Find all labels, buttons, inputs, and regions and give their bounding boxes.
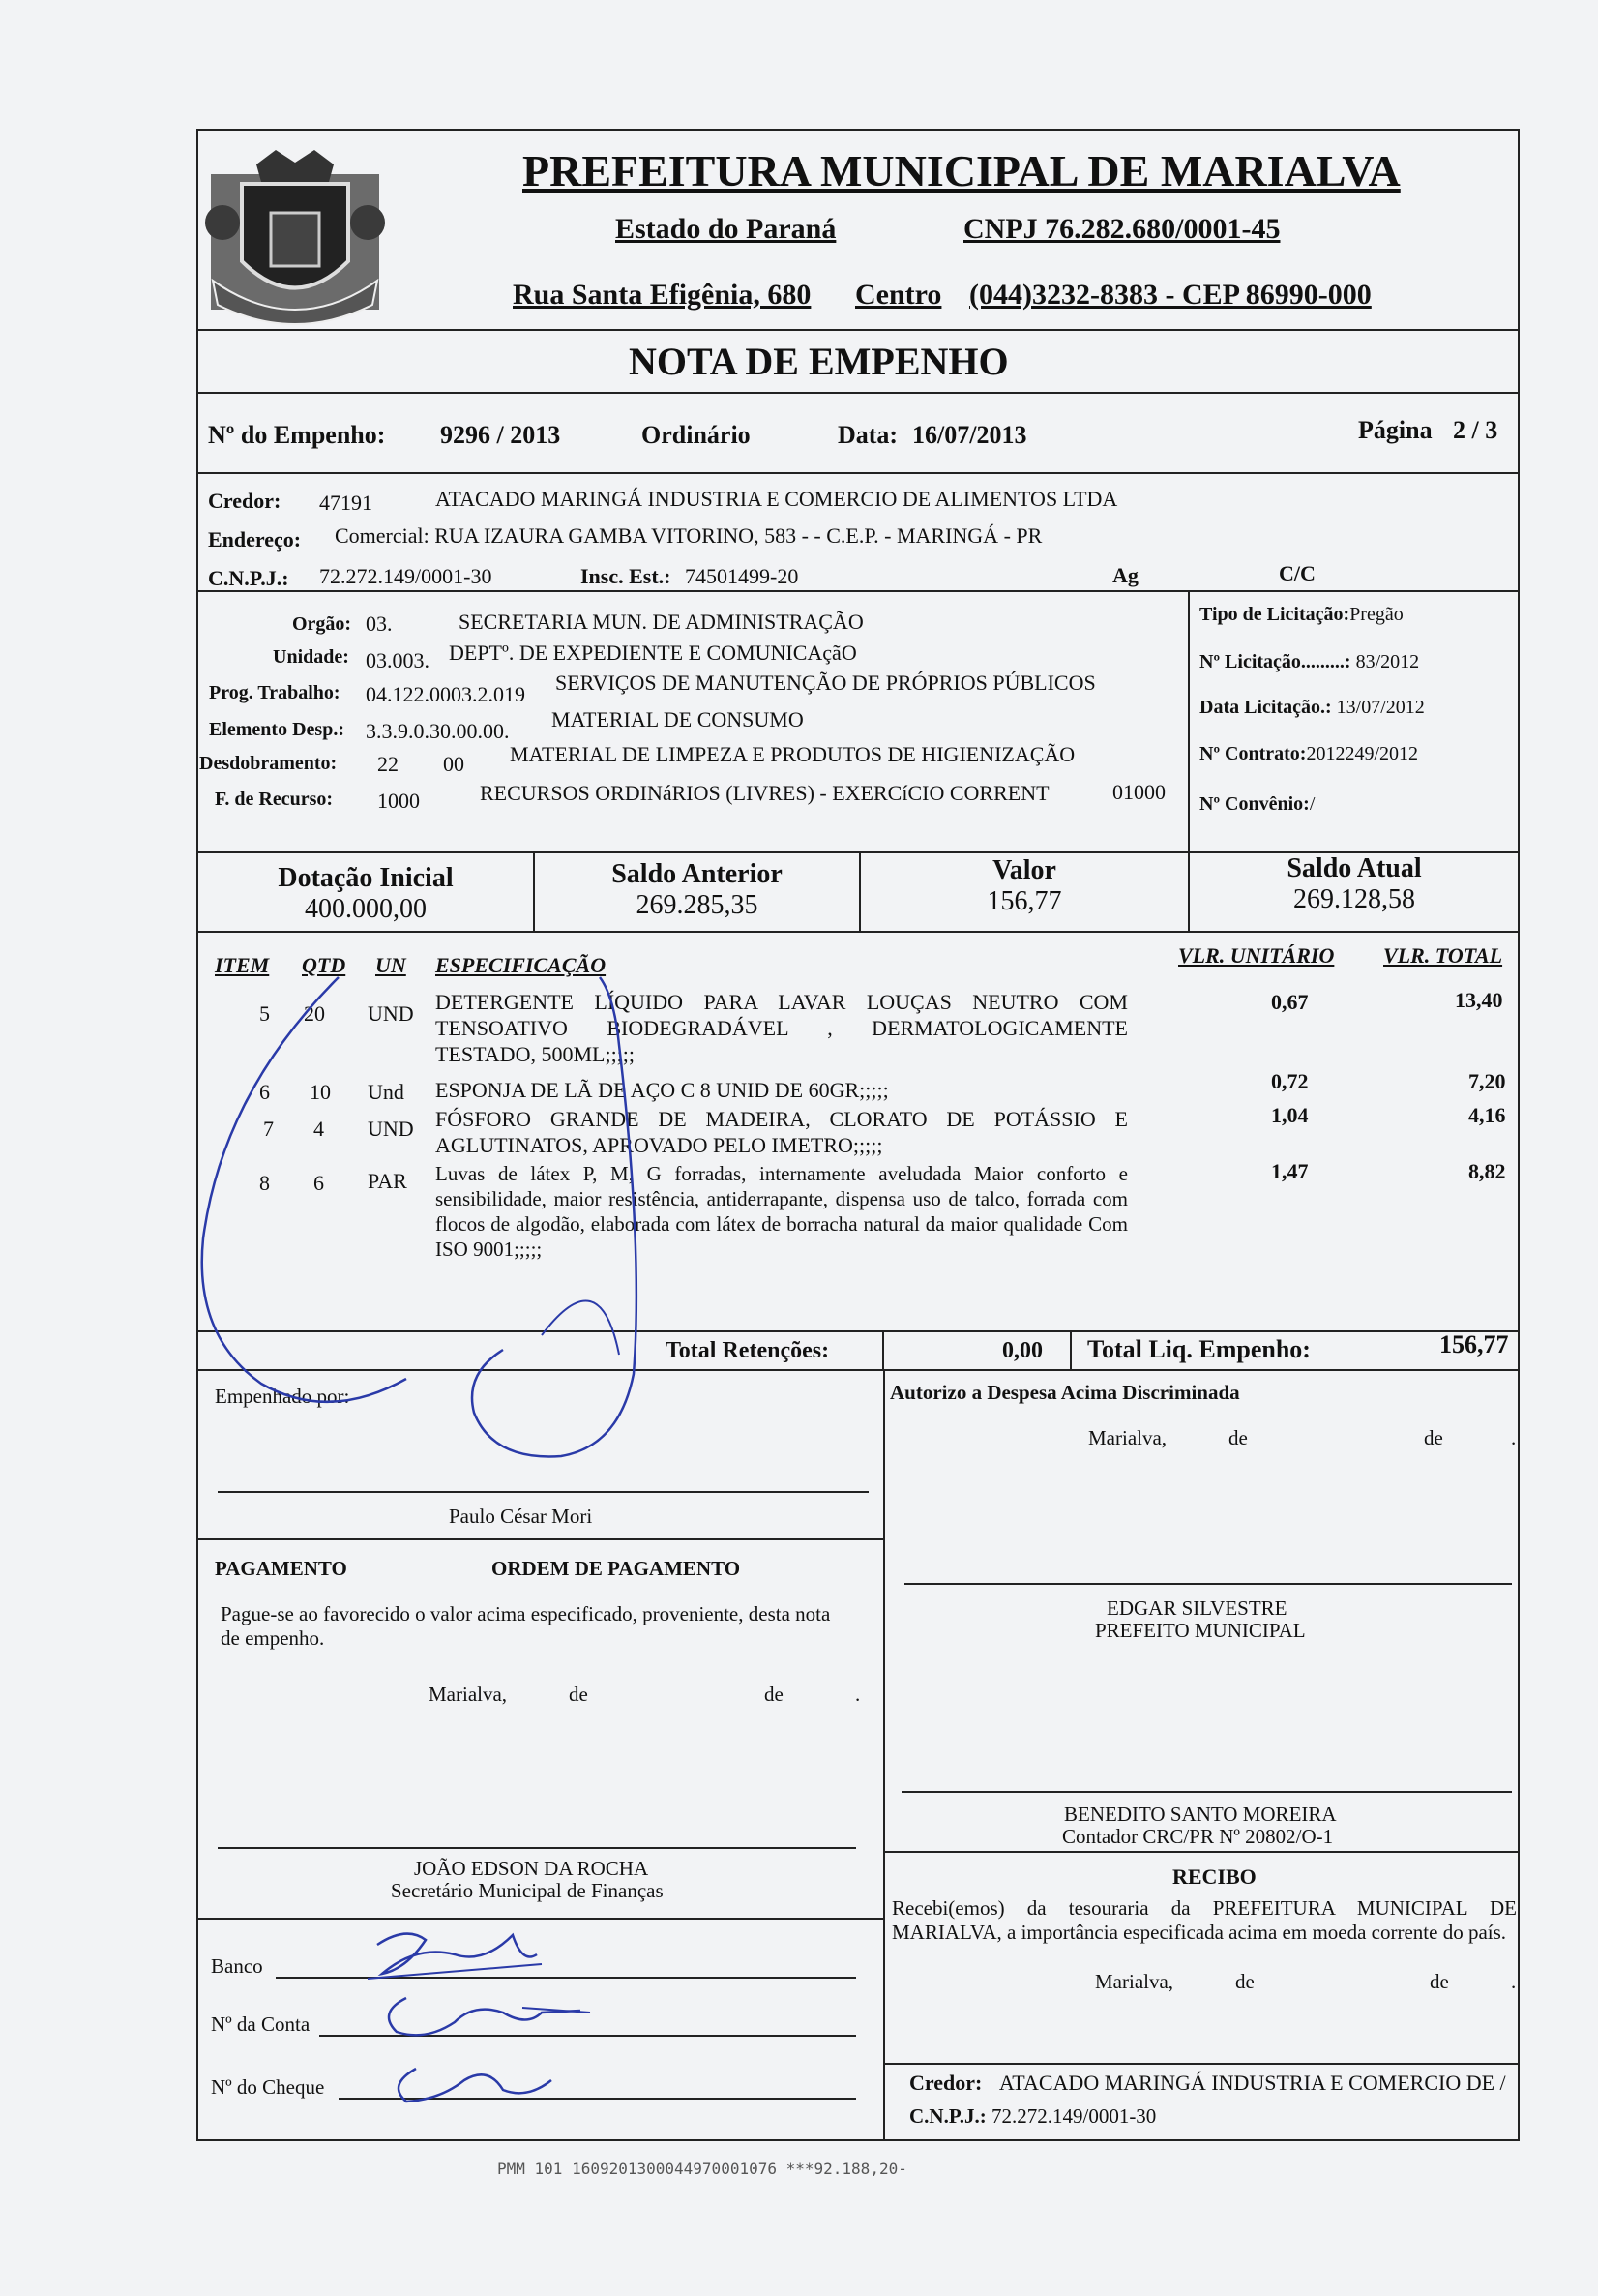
empenho-date: 16/07/2013 [912,421,1027,449]
item-6-qtd: 10 [310,1080,331,1104]
header-district: Centro [855,279,942,311]
recibo-de2: de [1430,1970,1449,1993]
prog-desc: SERVIÇOS DE MANUTENÇÃO DE PRÓPRIOS PÚBLICOS [555,671,1096,695]
item-5-total: 13,40 [1455,988,1503,1012]
item-5-un: UND [368,1001,414,1026]
autorizo-title: Autorizo a Despesa Acima Discriminada [890,1381,1240,1404]
liq-label: Total Liq. Empenho: [1087,1335,1311,1363]
cnpj-label: C.N.P.J.: [208,566,289,590]
item-5-unit: 0,67 [1271,990,1309,1014]
recibo-credor-label: Credor: [909,2071,983,2095]
secretary-role: Secretário Municipal de Finanças [391,1879,664,1902]
unidade-code: 03.003. [366,648,429,672]
desd-sub: 00 [443,752,464,776]
retencoes-label: Total Retenções: [666,1338,830,1363]
cc-label: C/C [1279,561,1316,585]
insc-label: Insc. Est.: [580,564,671,588]
saldo-anterior-label: Saldo Anterior [611,859,783,889]
item-6-spec: ESPONJA DE LÃ DE AÇO C 8 UNID DE 60GR;;;;; [435,1078,889,1102]
item-8-qtd: 6 [313,1171,324,1195]
desd-desc: MATERIAL DE LIMPEZA E PRODUTOS DE HIGIENIZAÇÃO [510,742,1076,766]
pagamento-dot: . [855,1683,861,1706]
recibo-city: Marialva, [1095,1970,1174,1993]
autorizo-dot: . [1511,1426,1517,1449]
item-5-num: 5 [259,1001,270,1026]
empenho-number: 9296 / 2013 [440,421,561,449]
pagamento-text: Pague-se ao favorecido o valor acima especificado, proveniente, desta nota de empenho. [221,1602,831,1650]
ordem-pagamento-label: ORDEM DE PAGAMENTO [491,1557,741,1580]
orgao-code: 03. [366,611,393,636]
prog-label: Prog. Trabalho: [209,682,340,703]
secretary-name: JOÃO EDSON DA ROCHA [414,1857,649,1880]
empenhado-name: Paulo César Mori [449,1505,593,1528]
autorizo-city: Marialva, [1088,1426,1168,1449]
empenho-number-label: Nº do Empenho: [208,421,386,449]
orgao-label: Orgão: [292,613,352,635]
col-un: UN [375,953,406,977]
credor-label: Credor: [208,489,281,513]
recibo-title: RECIBO [1172,1864,1257,1889]
empenho-type: Ordinário [641,421,751,449]
cheque-label: Nº do Cheque [211,2075,325,2099]
liq-value: 156,77 [1439,1330,1509,1358]
item-5-spec: DETERGENTE LÍQUIDO PARA LAVAR LOUÇAS NEUTRO COM TENSOATIVO BIODEGRADÁVEL , DERMATOLOGICAMENTE TESTADO, 500ML;;;;; [435,990,1128,1066]
convenio-label: Nº Convênio: [1199,793,1310,815]
banco-label: Banco [211,1954,263,1978]
pagamento-label: PAGAMENTO [215,1557,347,1580]
rec-code: 1000 [377,789,420,813]
item-7-num: 7 [263,1117,274,1141]
item-7-qtd: 4 [313,1117,324,1141]
footer-code: PMM 101 1609201300044970001076 ***92.188,20- [497,2160,907,2178]
item-7-total: 4,16 [1468,1103,1506,1127]
item-6-unit: 0,72 [1271,1069,1309,1093]
col-item: ITEM [215,953,270,977]
elem-desc: MATERIAL DE CONSUMO [551,707,804,731]
pagamento-city: Marialva, [429,1683,508,1706]
num-label: Nº Licitação.........: [1199,651,1351,672]
valor-value: 156,77 [987,886,1062,916]
mayor-role: PREFEITO MUNICIPAL [1095,1619,1306,1642]
ag-label: Ag [1112,563,1139,587]
convenio-value: / [1309,793,1316,815]
item-8-unit: 1,47 [1271,1159,1309,1183]
col-spec: ESPECIFICAÇÃO [435,953,607,977]
elem-label: Elemento Desp.: [209,719,344,740]
data-label: Data Licitação.: [1199,697,1332,718]
page-number: 2 / 3 [1453,416,1498,444]
item-6-num: 6 [259,1080,270,1104]
empenho-date-label: Data: [838,421,899,449]
pagamento-de2: de [764,1683,784,1706]
credor-name: ATACADO MARINGÁ INDUSTRIA E COMERCIO DE ALIMENTOS LTDA [435,487,1118,511]
recibo-credor: ATACADO MARINGÁ INDUSTRIA E COMERCIO DE / [998,2071,1506,2095]
dotacao-label: Dotação Inicial [278,863,454,893]
item-7-spec: FÓSFORO GRANDE DE MADEIRA, CLORATO DE POTÁSSIO E AGLUTINATOS, APROVADO PELO IMETRO;;;;; [435,1107,1128,1157]
recibo-de1: de [1235,1970,1255,1993]
page-label: Página [1358,416,1433,444]
elem-code: 3.3.9.0.30.00.00. [366,719,510,743]
saldo-anterior-value: 269.285,35 [636,890,758,920]
data-value: 13/07/2012 [1331,697,1425,718]
saldo-atual-value: 269.128,58 [1293,884,1415,914]
accountant-name: BENEDITO SANTO MOREIRA [1064,1803,1337,1826]
item-5-qtd: 20 [304,1001,325,1026]
rec-extra: 01000 [1112,780,1166,804]
dotacao-value: 400.000,00 [305,894,427,924]
accountant-role: Contador CRC/PR Nº 20802/O-1 [1062,1825,1334,1848]
insc-value: 74501499-20 [685,564,799,588]
header-phone-cep: (044)3232-8383 - CEP 86990-000 [969,279,1372,311]
desd-label: Desdobramento: [199,753,338,774]
unidade-desc: DEPTº. DE EXPEDIENTE E COMUNICAçãO [449,641,857,665]
unidade-label: Unidade: [273,646,349,668]
endereco: Comercial: RUA IZAURA GAMBA VITORINO, 583 - - C.E.P. - MARINGÁ - PR [335,523,1043,548]
recibo-dot: . [1511,1970,1517,1993]
item-8-num: 8 [259,1171,270,1195]
prog-code: 04.122.0003.2.019 [366,682,525,706]
header-cnpj: CNPJ 76.282.680/0001-45 [963,213,1281,245]
contrato-label: Nº Contrato: [1199,743,1307,764]
col-qtd: QTD [302,953,346,977]
conta-label: Nº da Conta [211,2013,311,2036]
valor-label: Valor [992,855,1056,885]
doc-title: NOTA DE EMPENHO [629,340,1009,383]
endereco-label: Endereço: [208,527,302,552]
col-unit: VLR. UNITÁRIO [1178,943,1335,968]
credor-cnpj: 72.272.149/0001-30 [319,564,492,588]
item-7-unit: 1,04 [1271,1103,1309,1127]
credor-code: 47191 [319,491,372,515]
pagamento-de1: de [569,1683,588,1706]
recibo-cnpj: 72.272.149/0001-30 [991,2104,1157,2128]
autorizo-de2: de [1424,1426,1443,1449]
item-8-un: PAR [368,1169,407,1193]
item-6-total: 7,20 [1468,1069,1506,1093]
header-title: PREFEITURA MUNICIPAL DE MARIALVA [522,146,1401,195]
header-street: Rua Santa Efigênia, 680 [513,279,812,311]
retencoes-value: 0,00 [1002,1338,1043,1363]
recibo-text: Recebi(emos) da tesouraria da PREFEITURA MUNICIPAL DE MARIALVA, a importância especificada acima em moeda corrente do país. [892,1896,1517,1944]
rec-label: F. de Recurso: [215,789,334,810]
contrato-value: 2012249/2012 [1306,743,1419,764]
col-total: VLR. TOTAL [1383,943,1503,968]
rec-desc: RECURSOS ORDINáRIOS (LIVRES) - EXERCíCIO CORRENT [480,781,1050,805]
saldo-atual-label: Saldo Atual [1287,853,1422,883]
item-7-un: UND [368,1117,414,1141]
empenhado-label: Empenhado por: [215,1385,350,1408]
item-6-un: Und [368,1080,404,1104]
item-8-total: 8,82 [1468,1159,1506,1183]
tipo-label-text: Tipo de Licitação: [1199,604,1350,625]
item-8-spec: Luvas de látex P, M, G forradas, internamente aveludada Maior conforto e sensibilidade, maior resistência, antiderrapante, dispensa uso de talco, forrada com flocos de algodão, elaborada com látex de borracha natural da maior qualidade Com ISO 9001;;;;; [435,1162,1128,1261]
orgao-desc: SECRETARIA MUN. DE ADMINISTRAÇÃO [459,610,864,634]
num-value: 83/2012 [1350,651,1420,672]
tipo-value: Pregão [1349,604,1404,625]
recibo-cnpj-label: C.N.P.J.: [909,2104,987,2128]
mayor-name: EDGAR SILVESTRE [1107,1596,1287,1620]
header-state: Estado do Paraná [615,213,837,245]
autorizo-de1: de [1228,1426,1248,1449]
desd-code: 22 [377,752,399,776]
